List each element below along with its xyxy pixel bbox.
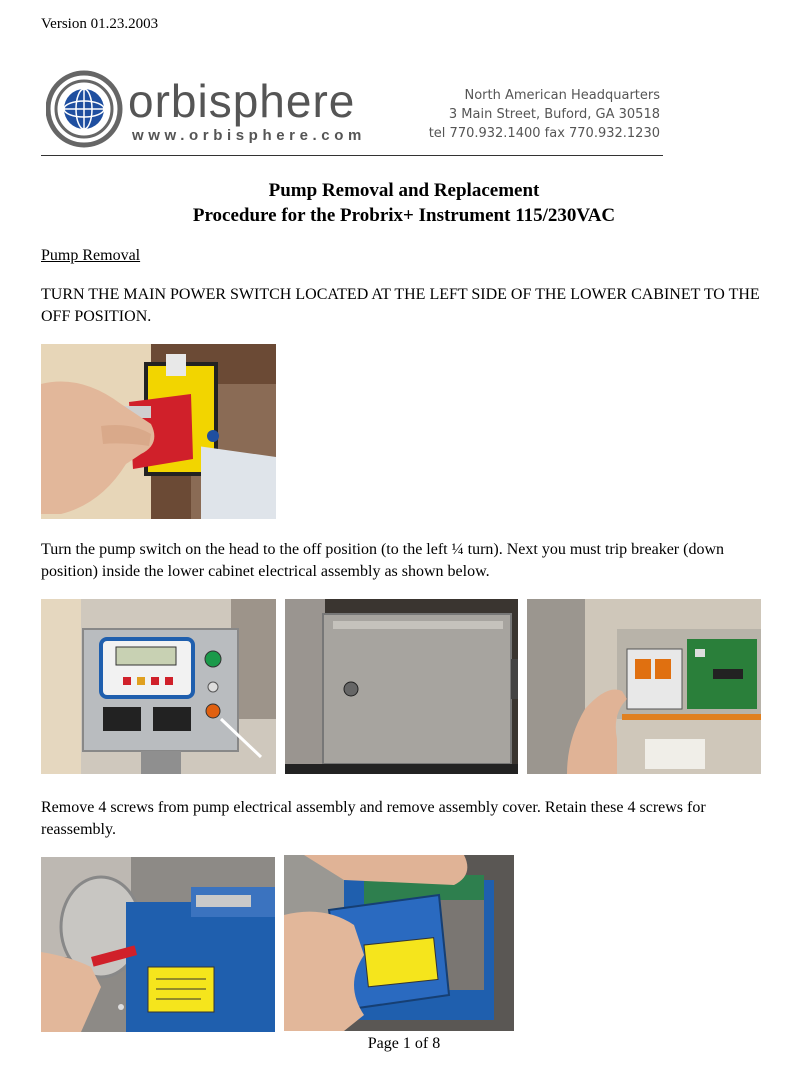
hq-phone: tel 770.932.1400 fax 770.932.1230: [428, 126, 660, 141]
hq-block: [429, 86, 660, 143]
photo-pump-screws: [41, 857, 275, 1032]
page-number: Page 1 of 8: [367, 1035, 441, 1052]
title-line-2: Procedure for the Probrix+ Instrument 115/230VAC: [192, 205, 616, 226]
document-title: [0, 178, 808, 228]
photo-control-panel: [41, 599, 276, 774]
header-divider: [41, 155, 663, 156]
photo-main-power-switch: [41, 344, 276, 519]
brand-name: orbisphere: [128, 75, 356, 127]
instruction-paragraph-2: Turn the pump switch on the head to the off position (to the left ¼ turn). Next you must trip breaker (down position) inside the lower cabinet electrical assembly as shown below.: [41, 541, 724, 580]
photo-lower-cabinet: [285, 599, 518, 774]
photo-breaker-assembly: [527, 599, 761, 774]
hq-name: North American Headquarters: [464, 88, 660, 103]
globe-logo-icon: [46, 68, 126, 150]
section-heading: Pump Removal: [41, 247, 141, 264]
instruction-paragraph-3: Remove 4 screws from pump electrical assembly and remove assembly cover. Retain these 4 screws for reassembly.: [41, 799, 706, 838]
title-line-1: Pump Removal and Replacement: [268, 180, 540, 201]
hq-address: 3 Main Street, Buford, GA 30518: [448, 107, 660, 122]
instruction-paragraph-1: TURN THE MAIN POWER SWITCH LOCATED AT THE LEFT SIDE OF THE LOWER CABINET TO THE OFF POSITION.: [41, 286, 760, 325]
version-label: Version 01.23.2003: [41, 16, 159, 32]
photo-remove-cover: [284, 855, 514, 1031]
orbisphere-logo: [46, 68, 126, 150]
brand-url: www.orbisphere.com: [132, 127, 366, 144]
